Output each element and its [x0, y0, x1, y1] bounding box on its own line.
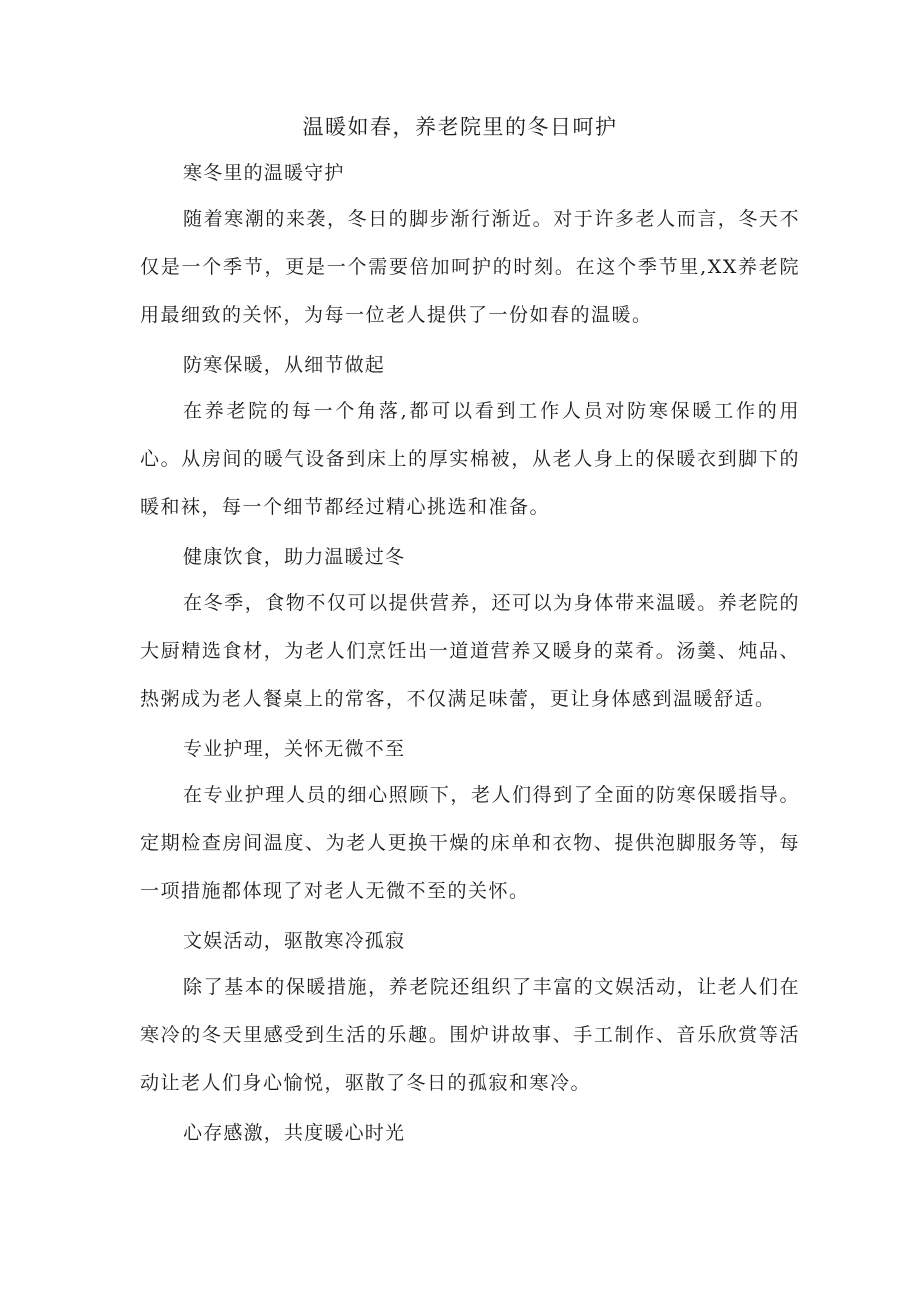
section-heading: 心存感激，共度暖心时光	[183, 1122, 406, 1144]
section-paragraph: 在专业护理人员的细心照顾下，老人们得到了全面的防寒保暖指导。定期检查房间温度、为老人更换干燥的床单和衣物、提供泡脚服务等，每一项措施都体现了对老人无微不至的关怀。	[140, 784, 800, 902]
section-heading: 防寒保暖，从细节做起	[183, 354, 386, 376]
section-heading: 文娱活动，驱散寒冷孤寂	[183, 930, 406, 952]
section-paragraph: 随着寒潮的来袭，冬日的脚步渐行渐近。对于许多老人而言，冬天不仅是一个季节，更是一个需要倍加呵护的时刻。在这个季节里,XX养老院用最细致的关怀，为每一位老人提供了一份如春的温暖。	[140, 208, 800, 326]
section-heading: 寒冬里的温暖守护	[183, 162, 345, 184]
section-paragraph: 除了基本的保暖措施，养老院还组织了丰富的文娱活动，让老人们在寒冷的冬天里感受到生活的乐趣。围炉讲故事、手工制作、音乐欣赏等活动让老人们身心愉悦，驱散了冬日的孤寂和寒冷。	[140, 976, 800, 1094]
section-paragraph: 在冬季，食物不仅可以提供营养，还可以为身体带来温暖。养老院的大厨精选食材，为老人们烹饪出一道道营养又暖身的菜肴。汤羹、炖品、热粥成为老人餐桌上的常客，不仅满足味蕾，更让身体感到温暖舒适。	[140, 592, 800, 710]
document-title: 温暖如春，养老院里的冬日呵护	[302, 115, 618, 139]
section-heading: 专业护理，关怀无微不至	[183, 738, 406, 760]
section-heading: 健康饮食，助力温暖过冬	[183, 546, 406, 568]
section-paragraph: 在养老院的每一个角落,都可以看到工作人员对防寒保暖工作的用心。从房间的暖气设备到床上的厚实棉被，从老人身上的保暖衣到脚下的暖和袜，每一个细节都经过精心挑选和准备。	[140, 400, 800, 518]
